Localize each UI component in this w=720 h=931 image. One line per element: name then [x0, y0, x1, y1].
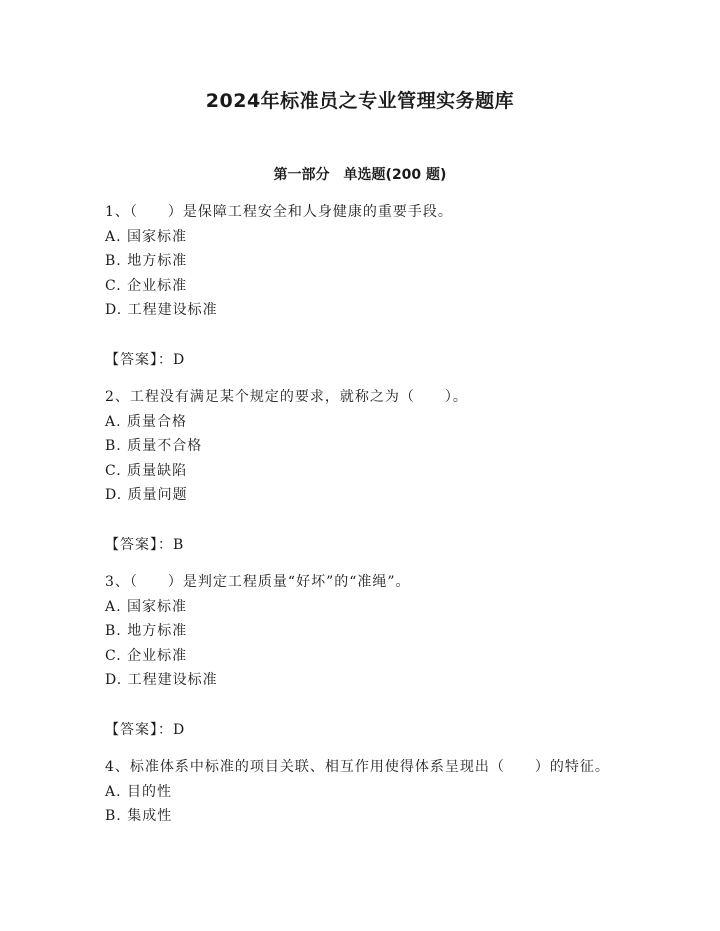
answer-value: D: [173, 721, 186, 738]
option-b: B. 地方标准: [105, 623, 188, 639]
answer-line: [105, 533, 625, 558]
option-b: B. 质量不合格: [105, 438, 203, 454]
option-c: C. 质量缺陷: [105, 462, 188, 479]
answer-label: 【答案】：: [105, 536, 173, 553]
option-c: C. 企业标准: [105, 277, 188, 294]
answer-line: [105, 348, 625, 373]
section-title: 第一部分 单选题(200 题): [273, 167, 447, 183]
option-d: D. 质量问题: [105, 487, 188, 503]
answer-label: 【答案】：: [105, 721, 173, 738]
document-title: 2024年标准员之专业管理实务题库: [205, 90, 515, 112]
answer-value: B: [173, 536, 185, 553]
question-text: 4、标准体系中标准的项目关联、相互作用使得体系呈现出（ ）的特征。: [105, 759, 610, 775]
option-a: A. 国家标准: [105, 228, 188, 245]
question-1: [105, 200, 625, 372]
question-list: [105, 200, 625, 829]
answer-line: [105, 718, 625, 743]
question-text: 1、（ ）是保障工程安全和人身健康的重要手段。: [105, 204, 453, 220]
option-b: B. 地方标准: [105, 253, 188, 269]
question-text: 3、（ ）是判定工程质量“好坏”的“准绳”。: [105, 574, 411, 590]
option-c: C. 企业标准: [105, 647, 188, 664]
answer-value: D: [173, 351, 186, 368]
option-a: A. 国家标准: [105, 598, 188, 615]
question-2: [105, 385, 625, 557]
option-d: D. 工程建设标准: [105, 672, 218, 688]
option-a: A. 目的性: [105, 783, 173, 800]
answer-label: 【答案】：: [105, 351, 173, 368]
option-d: D. 工程建设标准: [105, 302, 218, 318]
option-a: A. 质量合格: [105, 413, 188, 430]
question-3: [105, 570, 625, 742]
question-4: [105, 755, 625, 829]
question-text: 2、工程没有满足某个规定的要求，就称之为（ ）。: [105, 389, 468, 405]
option-b: B. 集成性: [105, 808, 173, 824]
